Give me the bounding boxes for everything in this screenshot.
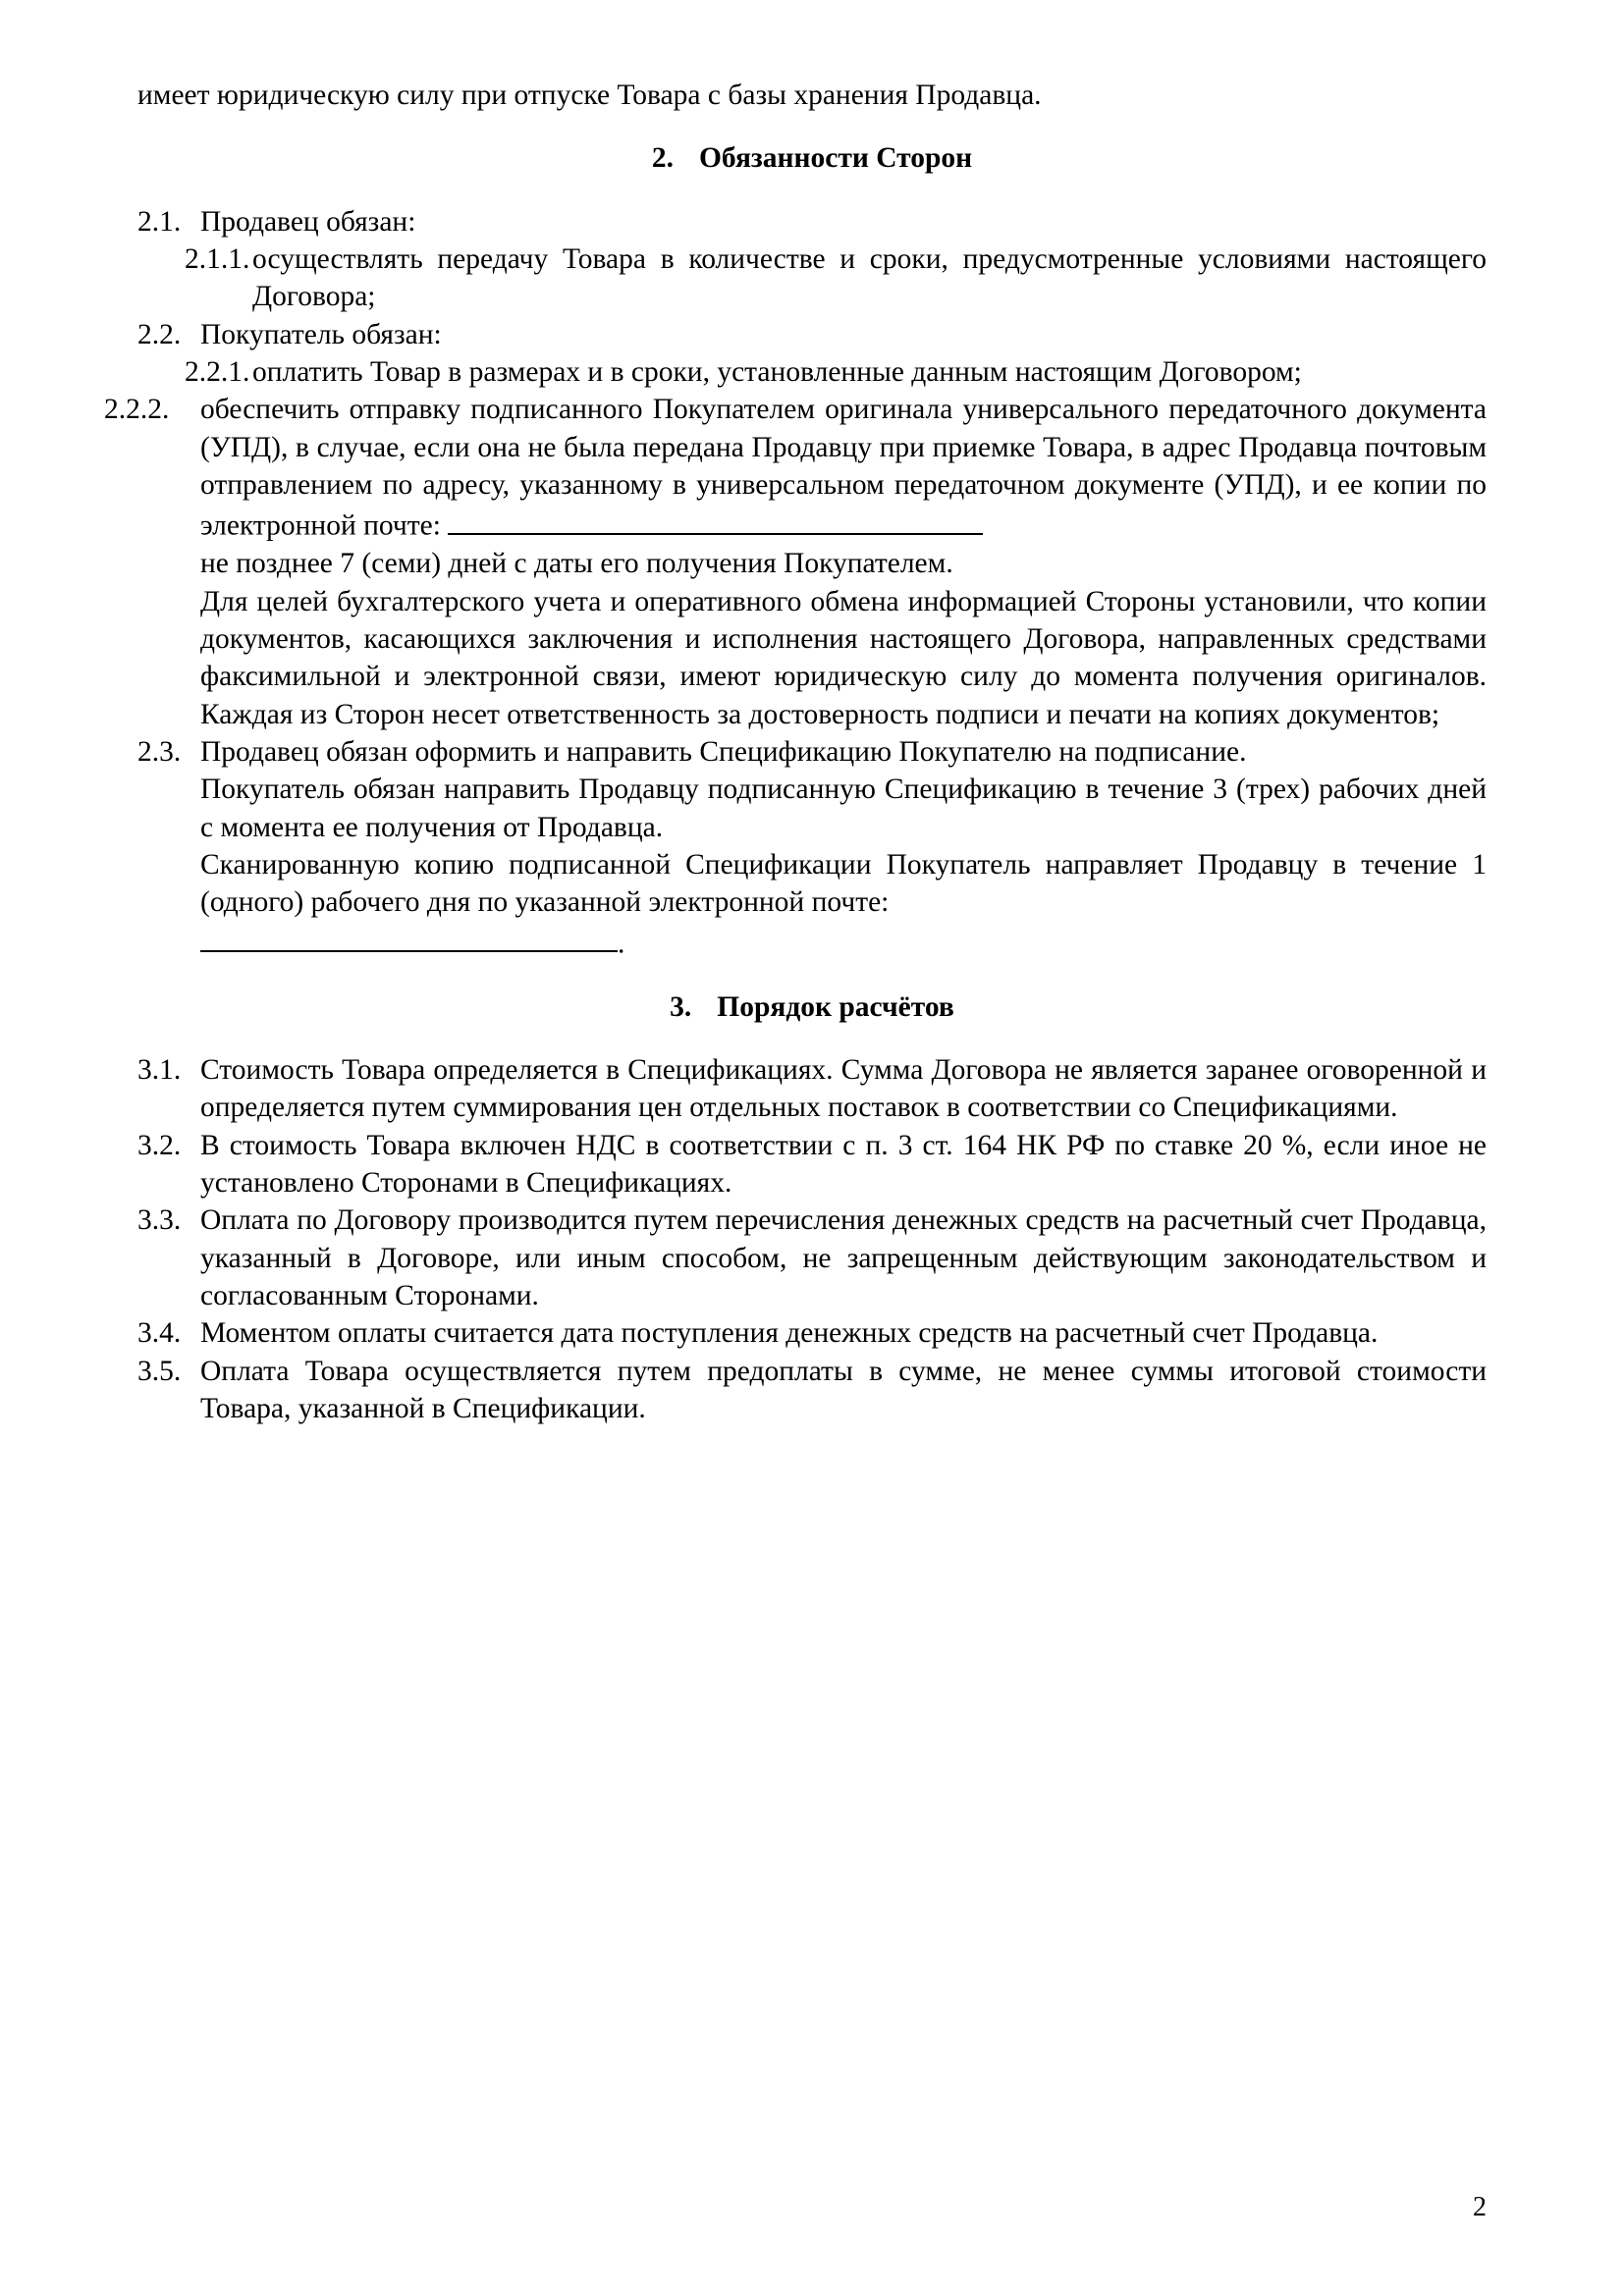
clause-3-2 bbox=[137, 1127, 1487, 1202]
clause-3-3-marker: 3.3. bbox=[137, 1204, 182, 1237]
email-blank-field-2[interactable] bbox=[200, 922, 618, 953]
section-heading-3-title: Порядок расчётов bbox=[717, 990, 954, 1023]
section-heading-2-title: Обязанности Сторон bbox=[698, 142, 973, 175]
clause-3-4-text: Моментом оплаты считается дата поступления денежных средств на расчетный счет Продавца. bbox=[200, 1317, 1379, 1350]
clause-2-3-paragraph-3 bbox=[137, 846, 1487, 922]
email-blank-field-1[interactable] bbox=[448, 504, 983, 535]
clause-3-4 bbox=[137, 1314, 1487, 1352]
section-heading-3 bbox=[137, 988, 1487, 1026]
clause-3-2-marker: 3.2. bbox=[137, 1129, 182, 1161]
clause-3-5-text: Оплата Товара осуществляется путем предоплаты в сумме, не менее суммы итоговой стоимости Товара, указанной в Спецификации. bbox=[200, 1355, 1487, 1424]
clause-2-2-2-accounting-paragraph bbox=[137, 583, 1487, 733]
clause-3-5 bbox=[137, 1353, 1487, 1428]
clause-2-3-email-blank-row bbox=[137, 922, 1487, 963]
clause-2-3-text-3: Сканированную копию подписанной Спецификации Покупатель направляет Продавцу в течение 1 (одного) рабочего дня по указанной электронной почте: bbox=[200, 849, 1487, 919]
clause-2-2-2-continuation bbox=[137, 545, 1487, 582]
clause-3-3 bbox=[137, 1201, 1487, 1314]
clause-3-3-text: Оплата по Договору производится путем перечисления денежных средств на расчетный счет Продавца, указанный в Договоре, или иным способом, не запрещенным действующим законодательством и согласованным Сторонами. bbox=[200, 1204, 1487, 1311]
clause-2-1-1 bbox=[137, 240, 1487, 316]
clause-2-1-marker: 2.1. bbox=[137, 205, 182, 238]
clause-2-2-2-accounting-text: Для целей бухгалтерского учета и оперативного обмена информацией Стороны установили, что копии документов, касающихся заключения и исполнения настоящего Договора, направленных средствами факсимильной и электронной связи, имеют юридическую силу до момента получения оригиналов. Каждая из Сторон несет ответственность за достоверность подписи и печати на копиях документов; bbox=[200, 585, 1487, 730]
clause-2-2-1 bbox=[137, 353, 1487, 391]
clause-2-2-2 bbox=[104, 391, 1487, 545]
section-heading-2-number: 2. bbox=[651, 142, 674, 175]
lead-continuation-line: имеет юридическую силу при отпуске Товара с базы хранения Продавца. bbox=[137, 80, 1042, 111]
clause-3-1-marker: 3.1. bbox=[137, 1053, 182, 1086]
clause-3-1-text: Стоимость Товара определяется в Спецификациях. Сумма Договора не является заранее оговоренной и определяется путем суммирования цен отдельных поставок в соответствии со Спецификациями. bbox=[200, 1053, 1487, 1124]
clause-2-2-2-text: обеспечить отправку подписанного Покупателем оригинала универсального передаточного документа (УПД), в случае, если она не была передана Продавцу при приемке Товара, в адрес Продавца почтовым отправлением по адресу, указанному в универсальном передаточном документе (УПД), и ее копии по электронной почте: bbox=[200, 394, 1487, 542]
clause-3-5-marker: 3.5. bbox=[137, 1355, 182, 1387]
clause-2-2-2-marker: 2.2.2. bbox=[104, 394, 170, 426]
clause-2-1 bbox=[137, 203, 1487, 240]
section-heading-2 bbox=[137, 139, 1487, 177]
clause-2-3-marker: 2.3. bbox=[137, 736, 182, 768]
clause-2-3-text-2: Покупатель обязан направить Продавцу подписанную Спецификацию в течение 3 (трех) рабочих дней с момента ее получения от Продавца. bbox=[200, 774, 1487, 843]
clause-2-2-1-marker: 2.2.1. bbox=[185, 356, 250, 389]
clause-2-3 bbox=[137, 733, 1487, 771]
section-heading-3-number: 3. bbox=[670, 990, 692, 1023]
clause-2-3-text: Продавец обязан оформить и направить Спецификацию Покупателю на подписание. bbox=[200, 736, 1247, 768]
clause-3-1 bbox=[137, 1051, 1487, 1127]
page-number: 2 bbox=[1473, 2191, 1487, 2222]
clause-2-3-period: . bbox=[618, 928, 625, 960]
clause-2-2-text: Покупатель обязан: bbox=[200, 318, 442, 350]
clause-2-2 bbox=[137, 316, 1487, 353]
clause-2-3-paragraph-2 bbox=[137, 771, 1487, 846]
clause-3-4-marker: 3.4. bbox=[137, 1317, 182, 1350]
clause-2-1-1-text: осуществлять передачу Товара в количестве и сроки, предусмотренные условиями настоящего Договора; bbox=[252, 243, 1487, 313]
clause-2-2-1-text: оплатить Товар в размерах и в сроки, установленные данным настоящим Договором; bbox=[252, 356, 1302, 389]
clause-3-2-text: В стоимость Товара включен НДС в соответствии с п. 3 ст. 164 НК РФ по ставке 20 %, если иное не установлено Сторонами в Спецификациях. bbox=[200, 1129, 1487, 1199]
clause-2-1-1-marker: 2.1.1. bbox=[185, 243, 250, 276]
clause-2-2-2-text-part2: не позднее 7 (семи) дней с даты его получения Покупателем. bbox=[200, 548, 953, 580]
clause-2-2-marker: 2.2. bbox=[137, 318, 182, 350]
clause-2-1-text: Продавец обязан: bbox=[200, 205, 416, 238]
